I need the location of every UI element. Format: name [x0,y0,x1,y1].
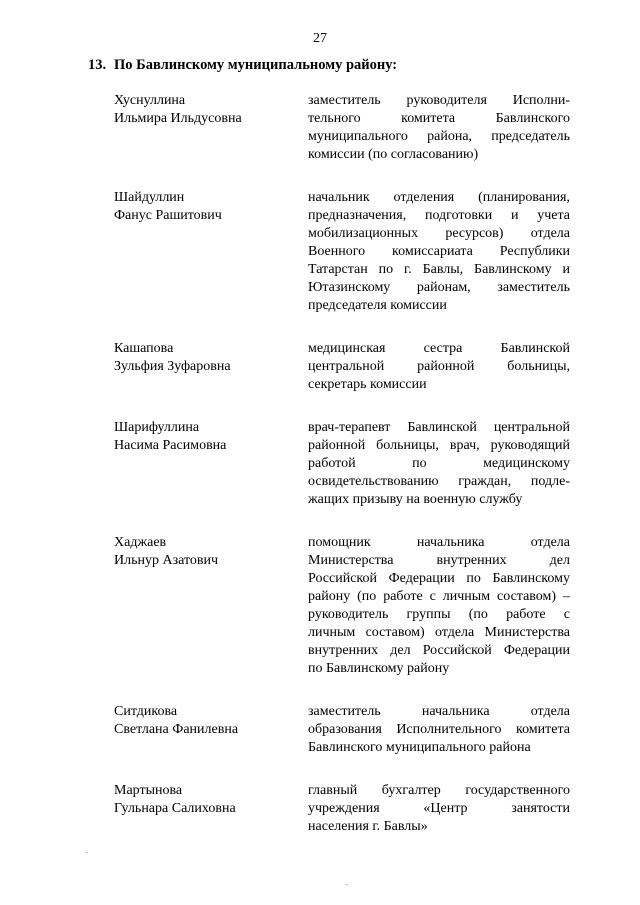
member-name [114,419,308,455]
scan-speck [86,852,88,853]
member-role-line: Бавлинского муниципального района [308,740,531,755]
page-number: 27 [313,31,327,46]
member-role-line: районной больницы, врач, руководящий [308,438,570,453]
member-role-line: председателя комиссии [308,298,447,313]
member-role-line: предназначения, подготовки и учета [308,208,570,223]
member-surname: Шайдуллин [114,190,185,205]
member-given-names: Ильмира Ильдусовна [114,111,242,126]
member-given-names: Насима Расимовна [114,438,227,453]
member-surname: Кашапова [114,341,174,356]
member-given-names: Зульфия Зуфаровна [114,359,231,374]
member-role [308,703,570,757]
member-role-line: населения г. Бавлы» [308,819,428,834]
member-surname: Шарифуллина [114,420,200,435]
member-role [308,189,570,315]
member-role-line: начальник отделения (планирования, [308,190,570,205]
member-entry [0,92,640,164]
member-role-line: району (по работе с личным составом) – [308,589,570,604]
member-name [114,534,308,570]
member-entry [0,189,640,315]
section-number: 13. [88,57,107,73]
member-role [308,419,570,509]
member-entry [0,340,640,394]
member-given-names: Светлана Фанилевна [114,722,239,737]
member-role-line: Татарстан по г. Бавлы, Бавлинскому и [308,262,570,277]
member-role-line: заместитель начальника отдела [308,704,570,719]
member-name [114,189,308,225]
member-surname: Мартынова [114,783,183,798]
member-role-line: медицинская сестра Бавлинской [308,341,570,356]
member-role [308,534,570,678]
member-role-line: Ютазинскому районам, заместитель [308,280,570,295]
member-role-line: внутренних дел Российской Федерации [308,643,570,658]
member-given-names: Фанус Рашитович [114,208,222,223]
member-role-line: муниципального района, председатель [308,129,570,144]
member-role-line: главный бухгалтер государственного [308,783,570,798]
member-given-names: Ильнур Азатович [114,553,219,568]
member-role-line: Российской Федерации по Бавлинскому [308,571,570,586]
member-name [114,92,308,128]
member-name [114,340,308,376]
member-name [114,782,308,818]
member-role-line: мобилизационных ресурсов) отдела [308,226,570,241]
member-role [308,92,570,164]
member-surname: Хаджаев [114,535,167,550]
member-given-names: Гульнара Салиховна [114,801,236,816]
member-role-line: руководитель группы (по работе с [308,607,570,622]
member-role-line: по Бавлинскому району [308,661,450,676]
member-role-line: комиссии (по согласованию) [308,147,479,162]
member-role-line: образования Исполнительного комитета [308,722,570,737]
member-role [308,340,570,394]
member-role-line: Министерства внутренних дел [308,553,570,568]
member-role-line: тельного комитета Бавлинского [308,111,570,126]
member-role-line: секретарь комиссии [308,377,427,392]
member-role-line: врач-терапевт Бавлинской центральной [308,420,570,435]
member-role-line: личным составом) отдела Министерства [308,625,570,640]
section-heading [88,56,397,74]
member-role-line: Военного комиссариата Республики [308,244,570,259]
commission-members-list [0,92,640,836]
member-role-line: центральной районной больницы, [308,359,570,374]
member-entry [0,419,640,509]
member-role-line: заместитель руководителя Исполни- [308,93,570,108]
member-surname: Хуснуллина [114,93,186,108]
member-name [114,703,308,739]
member-role-line: помощник начальника отдела [308,535,570,550]
member-role [308,782,570,836]
member-role-line: работой по медицинскому [308,456,570,471]
scan-speck [346,884,348,885]
member-role-line: учреждения «Центр занятости [308,801,570,816]
member-entry [0,703,640,757]
section-title: По Бавлинскому муниципальному району: [114,57,398,73]
member-role-line: жащих призыву на военную службу [308,492,523,507]
member-entry [0,534,640,678]
member-surname: Ситдикова [114,704,178,719]
member-role-line: освидетельствованию граждан, подле- [308,474,570,489]
member-entry [0,782,640,836]
